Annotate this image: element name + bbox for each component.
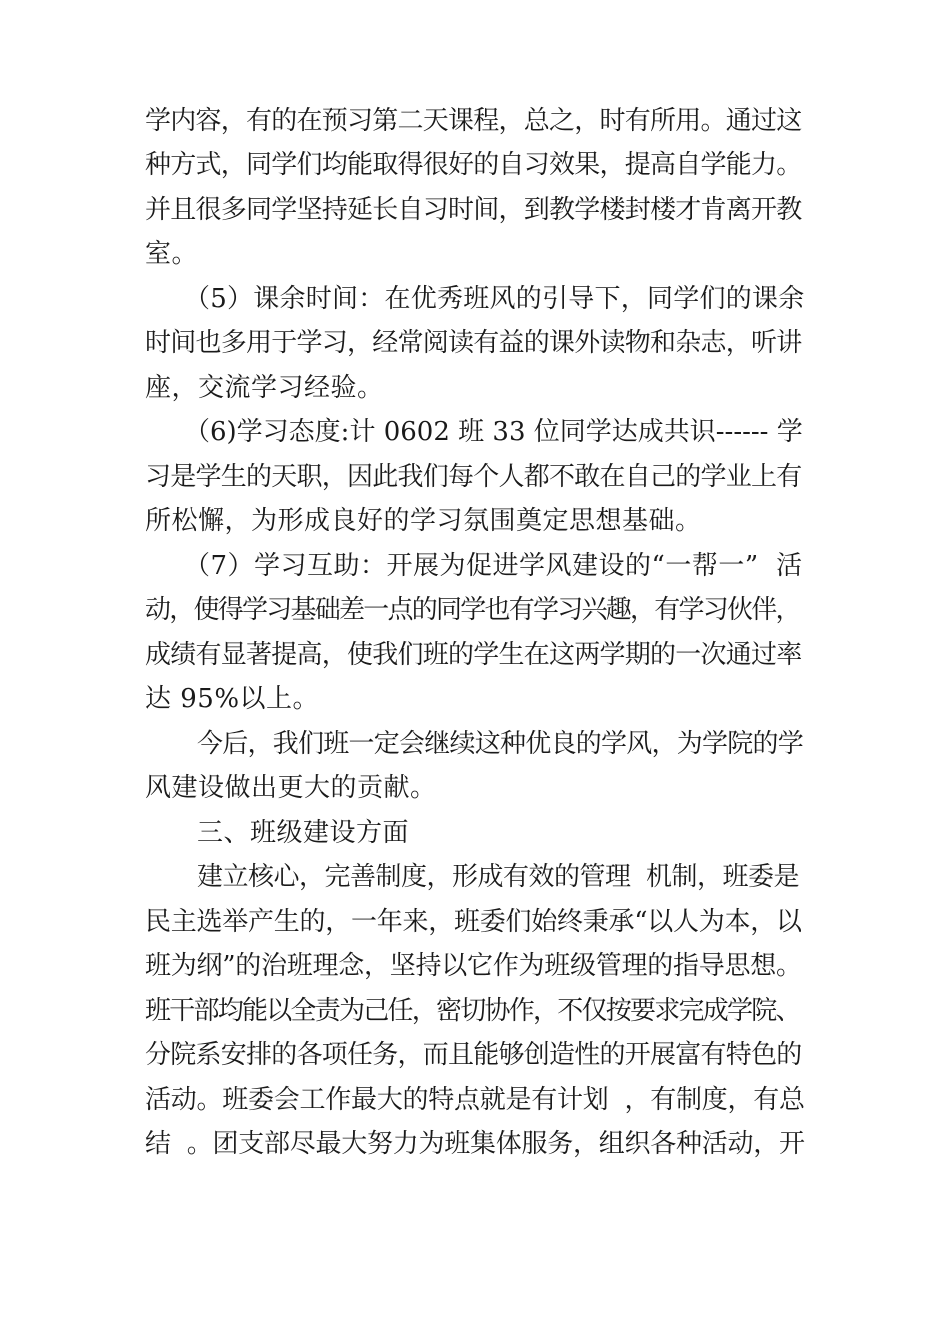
text-line: 达 95%以上。 xyxy=(145,684,320,714)
text-line: 室。 xyxy=(145,239,199,269)
text-line: 座，交流学习经验。 xyxy=(145,373,384,403)
paragraph-6-first-line: （6)学习态度:计 0602 班 33 位同学达成共识------ 学 xyxy=(184,417,803,447)
text-line: 习是学生的天职，因此我们每个人都不敢在自己的学业上有 xyxy=(145,462,802,492)
text-line: 分院系安排的各项任务，而且能够创造性的开展富有特色的 xyxy=(145,1040,802,1070)
text-line: 成绩有显著提高，使我们班的学生在这两学期的一次通过率 xyxy=(145,640,802,670)
paragraph-7-first-line: （7）学习互助：开展为促进学风建设的“一帮一” 活 xyxy=(184,551,803,581)
text-line: 班为纲”的治班理念，坚持以它作为班级管理的指导思想。 xyxy=(145,951,802,981)
text-line: 民主选举产生的，一年来，班委们始终秉承“以人为本，以 xyxy=(145,907,802,937)
paragraph-future-first-line: 今后，我们班一定会继续这种优良的学风，为学院的学 xyxy=(197,729,804,759)
text-line: 活动。班委会工作最大的特点就是有计划 ，有制度，有总 xyxy=(145,1085,805,1115)
text-line: 时间也多用于学习，经常阅读有益的课外读物和杂志，听讲 xyxy=(145,328,802,358)
section-heading: 三、班级建设方面 xyxy=(197,818,410,848)
text-line: 班干部均能以全责为己任，密切协作，不仅按要求完成学院、 xyxy=(145,996,800,1026)
text-line: 种方式，同学们均能取得很好的自习效果，提高自学能力。 xyxy=(145,150,802,180)
text-line: 学内容，有的在预习第二天课程，总之，时有所用。通过这 xyxy=(145,106,802,136)
text-line: 所松懈，为形成良好的学习氛围奠定思想基础。 xyxy=(145,506,702,536)
paragraph-class-building-first-line: 建立核心，完善制度，形成有效的管理 机制，班委是 xyxy=(197,862,800,892)
text-line: 动，使得学习基础差一点的同学也有学习兴趣，有学习伙伴， xyxy=(145,595,800,625)
paragraph-5-first-line: （5）课余时间：在优秀班风的引导下，同学们的课余 xyxy=(184,284,805,314)
text-line: 并且很多同学坚持延长自习时间，到教学楼封楼才肯离开教 xyxy=(145,195,802,225)
text-line: 风建设做出更大的贡献。 xyxy=(145,773,437,803)
text-line: 结 。团支部尽最大努力为班集体服务，组织各种活动，开 xyxy=(145,1129,805,1159)
